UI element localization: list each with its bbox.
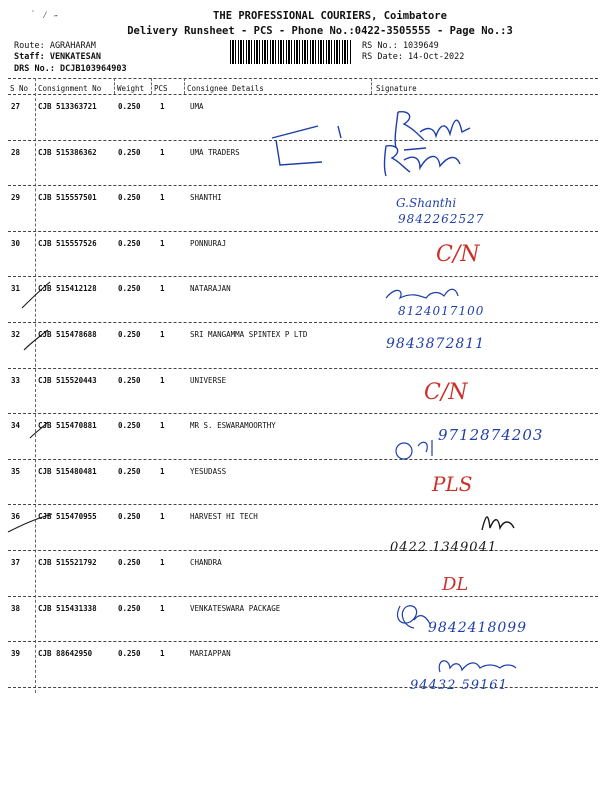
row-weight: 0.250 [118,193,141,203]
corner-mark: ˙ ⁄ ˶ [30,10,61,21]
row-pcs: 1 [160,558,165,567]
handwriting-row33-cn: C/N [424,380,468,405]
row-pcs: 1 [160,512,165,522]
row-consignment-no: CJB 515412128 [38,284,97,294]
row-weight: 0.250 [118,603,141,613]
col-header-pcs: PCS [154,84,168,93]
row-pcs: 1 [160,466,165,476]
row-sno: 31 [11,284,21,294]
row-sno: 38 [11,603,21,613]
handwriting-row29-name: G.Shanthi [396,196,457,210]
row-sno: 36 [11,512,21,522]
row-consignment-no: CJB 88642950 [38,649,93,659]
row-consignment-no: CJB 515470881 [38,421,97,431]
rs-number: RS No.: 1039649 [362,41,439,51]
row-pcs: 1 [160,147,165,157]
row-consignee: UNIVERSE [190,375,227,385]
route-label: Route: AGRAHARAM [14,41,96,51]
handwriting-row38-phone: 9842418099 [428,620,528,636]
row-weight: 0.250 [118,147,141,157]
row-consignee: MARIAPPAN [190,649,231,659]
row-weight: 0.250 [118,512,141,522]
row-weight: 0.250 [118,421,141,431]
signature-row27 [272,112,470,165]
row-sno: 32 [11,330,21,339]
row-sno: 35 [11,466,21,476]
row-consignee: PONNURAJ [190,238,227,248]
row-sno: 34 [11,421,21,431]
row-consignee: UMA TRADERS [190,147,240,157]
rs-date: RS Date: 14-Oct-2022 [362,52,465,62]
row-sno: 29 [11,193,21,203]
row-sno: 30 [11,238,21,248]
handwriting-row35-pls: PLS [432,472,473,496]
row-consignment-no: CJB 515386362 [38,147,97,157]
col-header-weight: Weight [117,84,145,93]
row-consignment-no: CJB 515478688 [38,330,97,339]
row-weight: 0.250 [118,375,141,385]
row-consignment-no: CJB 515520443 [38,375,97,385]
staff-label: Staff: VENKATESAN [14,52,101,62]
tick-marks [8,282,52,532]
col-header-signature: Signature [376,84,417,93]
row-consignee: SHANTHI [190,193,222,203]
row-consignee: UMA [190,102,204,111]
row-consignment-no: CJB 515480481 [38,466,97,476]
signature-row39 [439,661,516,672]
signature-row31 [386,289,458,298]
handwriting-row29-phone: 9842262527 [398,212,485,226]
signature-row36 [482,517,514,530]
row-pcs: 1 [160,649,165,659]
row-weight: 0.250 [118,102,141,111]
row-consignment-no: CJB 513363721 [38,102,97,111]
col-header-sno: S No [10,84,29,93]
row-pcs: 1 [160,193,165,203]
row-consignee: HARVEST HI TECH [190,512,258,522]
row-sno: 27 [11,102,21,111]
row-pcs: 1 [160,421,165,431]
row-sno: 39 [11,649,21,659]
handwriting-row30-cn: C/N [436,242,480,267]
row-pcs: 1 [160,375,165,385]
handwriting-row34-phone: 9712874203 [438,426,544,444]
row-consignment-no: CJB 515470955 [38,512,97,522]
row-pcs: 1 [160,238,165,248]
handwriting-row31-phone: 8124017100 [398,304,485,318]
row-consignee: VENKATESWARA PACKAGE [190,603,281,613]
row-pcs: 1 [160,603,165,613]
handwriting-row37-dl: DL [442,574,469,595]
document-subtitle: Delivery Runsheet - PCS - Phone No.:0422-3505555 - Page No.:3 [127,25,513,37]
col-header-consignment: Consignment No [38,84,102,93]
document-title: THE PROFESSIONAL COURIERS, Coimbatore [213,10,447,22]
row-weight: 0.250 [118,330,141,339]
signature-row38 [398,606,430,628]
row-consignment-no: CJB 515431338 [38,603,97,613]
row-consignment-no: CJB 515557526 [38,238,97,248]
signature-row34 [396,440,432,459]
handwriting-row39-phone: 94432 59161 [410,678,508,693]
col-header-consignee: Consignee Details [187,84,264,93]
row-sno: 33 [11,375,21,385]
row-weight: 0.250 [118,238,141,248]
row-consignment-no: CJB 515557501 [38,193,97,203]
row-consignee: NATARAJAN [190,284,231,294]
row-consignee: CHANDRA [190,558,222,567]
row-weight: 0.250 [118,466,141,476]
drs-number: DRS No.: DCJB103964903 [14,64,127,74]
row-consignee: MR S. ESWARAMOORTHY [190,421,276,431]
row-weight: 0.250 [118,649,141,659]
row-consignee: SRI MANGAMMA SPINTEX P LTD [190,330,308,339]
row-weight: 0.250 [118,558,141,567]
row-consignment-no: CJB 515521792 [38,558,97,567]
row-sno: 28 [11,147,21,157]
row-pcs: 1 [160,330,165,339]
row-pcs: 1 [160,102,165,111]
handwriting-row36-phone: 0422 1349041 [390,540,498,555]
row-sno: 37 [11,558,21,567]
row-consignee: YESUDASS [190,466,227,476]
row-weight: 0.250 [118,284,141,294]
handwriting-row32-phone: 9843872811 [386,336,486,352]
signature-row28 [385,146,461,176]
row-pcs: 1 [160,284,165,294]
